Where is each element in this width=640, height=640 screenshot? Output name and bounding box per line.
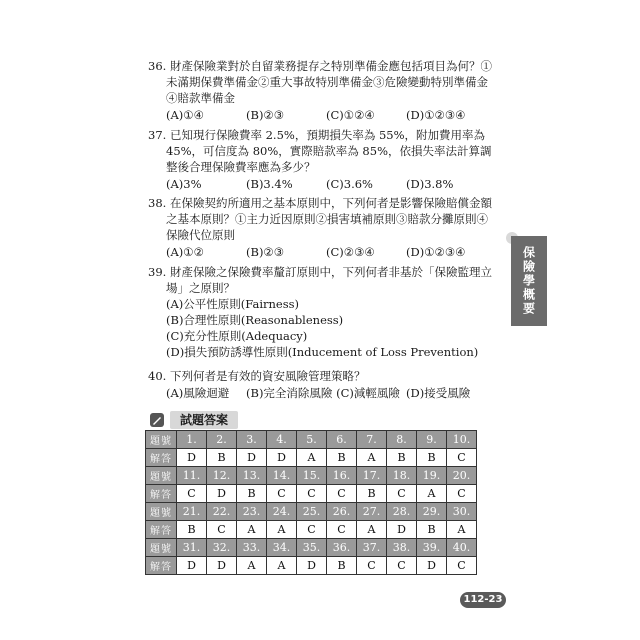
question-39 (148, 264, 498, 360)
option-b: (B)②③ (246, 245, 285, 259)
option-b: (B)合理性原則(Reasonableness) (166, 313, 344, 327)
number-row (146, 503, 477, 521)
question-stem: 40. 下列何者是有效的資安風險管理策略？ (148, 369, 366, 383)
answer-cell: D (177, 449, 207, 467)
number-cell: 36. (327, 539, 357, 557)
option-d: (D)①②③④ (406, 108, 466, 122)
answer-cell: C (207, 521, 237, 539)
answer-cell: B (417, 449, 447, 467)
option-d: (D)損失預防誘導性原則(Inducement of Loss Prevention) (166, 345, 479, 359)
number-cell: 4. (267, 431, 297, 449)
option-c: (C)②③④ (326, 245, 375, 259)
answer-cell: C (447, 557, 477, 575)
question-38 (148, 195, 498, 260)
question-stem: 38. 在保險契約所適用之基本原則中，下列何者是影響保險賠償金額之基本原則？①主力近因原則②損害填補原則③賠款分攤原則④保險代位原則 (148, 196, 492, 242)
number-cell: 37. (357, 539, 387, 557)
option-a: (A)①④ (166, 108, 204, 122)
number-cell: 11. (177, 467, 207, 485)
question-37 (148, 127, 498, 192)
number-cell: 25. (297, 503, 327, 521)
pencil-icon (148, 411, 166, 429)
num-label: 題號 (146, 431, 177, 449)
side-tab: 保險學概要 (511, 236, 547, 326)
options-row (148, 244, 498, 260)
question-stem: 37. 已知現行保險費率 2.5%，預期損失率為 55%，附加費用率為 45%，可信度為 80%，實際賠款率為 85%，依損失率法計算調整後合理保險費率應為多少？ (148, 128, 492, 174)
option-a: (A)3% (166, 177, 202, 191)
answer-cell: B (207, 449, 237, 467)
ans-label: 解答 (146, 449, 177, 467)
answer-cell: C (387, 485, 417, 503)
answer-cell: A (237, 521, 267, 539)
number-cell: 35. (297, 539, 327, 557)
question-stem: 39. 財產保險之保險費率釐訂原則中，下列何者非基於「保險監理立場」之原則？ (148, 265, 492, 295)
answer-cell: A (267, 557, 297, 575)
answer-cell: D (387, 521, 417, 539)
option-a: (A)風險迴避 (166, 386, 230, 400)
number-cell: 8. (387, 431, 417, 449)
number-cell: 26. (327, 503, 357, 521)
answer-cell: D (297, 557, 327, 575)
number-cell: 24. (267, 503, 297, 521)
number-cell: 22. (207, 503, 237, 521)
options-row (148, 176, 498, 192)
num-label: 題號 (146, 503, 177, 521)
question-40 (148, 368, 498, 401)
number-cell: 2. (207, 431, 237, 449)
answer-cell: D (207, 557, 237, 575)
ans-label: 解答 (146, 521, 177, 539)
answer-cell: A (357, 521, 387, 539)
number-cell: 10. (447, 431, 477, 449)
question-stem: 36. 財產保險業對於自留業務提存之特別準備金應包括項目為何？①未滿期保費準備金②重大事故特別準備金③危險變動特別準備金④賠款準備金 (148, 59, 492, 105)
number-row (146, 539, 477, 557)
answer-cell: D (267, 449, 297, 467)
number-cell: 21. (177, 503, 207, 521)
number-cell: 9. (417, 431, 447, 449)
number-cell: 33. (237, 539, 267, 557)
option-b: (B)②③ (246, 108, 285, 122)
answer-cell: B (417, 521, 447, 539)
question-36 (148, 58, 498, 123)
option-c: (C)3.6% (326, 177, 373, 191)
number-cell: 38. (387, 539, 417, 557)
number-cell: 17. (357, 467, 387, 485)
option-d: (D)①②③④ (406, 245, 466, 259)
answer-cell: B (177, 521, 207, 539)
answer-cell: C (357, 557, 387, 575)
number-cell: 12. (207, 467, 237, 485)
answer-cell: A (267, 521, 297, 539)
number-cell: 39. (417, 539, 447, 557)
answer-cell: A (447, 521, 477, 539)
number-cell: 30. (447, 503, 477, 521)
options-row (148, 385, 498, 401)
answer-cell: C (297, 521, 327, 539)
answer-cell: D (177, 557, 207, 575)
num-label: 題號 (146, 539, 177, 557)
answer-cell: B (327, 557, 357, 575)
answer-cell: B (237, 485, 267, 503)
number-cell: 14. (267, 467, 297, 485)
answer-cell: A (297, 449, 327, 467)
number-cell: 5. (297, 431, 327, 449)
options-row (148, 107, 498, 123)
option-b-c: (B)完全消除風險 (C)減輕風險 (246, 386, 400, 400)
answer-cell: C (177, 485, 207, 503)
answer-row (146, 449, 477, 467)
options-column (148, 296, 498, 360)
answer-cell: D (207, 485, 237, 503)
answer-row (146, 557, 477, 575)
number-cell: 18. (387, 467, 417, 485)
option-c: (C)①②④ (326, 108, 375, 122)
number-cell: 23. (237, 503, 267, 521)
number-cell: 13. (237, 467, 267, 485)
answer-cell: A (357, 449, 387, 467)
option-d: (D)接受風險 (406, 386, 471, 400)
answer-cell: B (357, 485, 387, 503)
option-b: (B)3.4% (246, 177, 293, 191)
page-number: 112-23 (460, 592, 506, 608)
option-d: (D)3.8% (406, 177, 454, 191)
answer-cell: B (387, 449, 417, 467)
number-cell: 40. (447, 539, 477, 557)
number-row (146, 467, 477, 485)
answer-cell: B (327, 449, 357, 467)
answer-cell: C (387, 557, 417, 575)
number-cell: 16. (327, 467, 357, 485)
option-a: (A)公平性原則(Fairness) (166, 297, 299, 311)
answer-cell: C (327, 485, 357, 503)
answer-cell: A (237, 557, 267, 575)
answer-row (146, 485, 477, 503)
answers-header (148, 411, 238, 429)
option-c: (C)充分性原則(Adequacy) (166, 329, 308, 343)
num-label: 題號 (146, 467, 177, 485)
number-cell: 28. (387, 503, 417, 521)
answer-cell: C (327, 521, 357, 539)
answer-cell: D (417, 557, 447, 575)
number-row (146, 431, 477, 449)
number-cell: 27. (357, 503, 387, 521)
answers-title: 試題答案 (170, 411, 238, 429)
number-cell: 32. (207, 539, 237, 557)
ans-label: 解答 (146, 485, 177, 503)
answer-cell: D (237, 449, 267, 467)
number-cell: 34. (267, 539, 297, 557)
number-cell: 6. (327, 431, 357, 449)
answer-cell: C (447, 485, 477, 503)
number-cell: 15. (297, 467, 327, 485)
answer-cell: C (297, 485, 327, 503)
number-cell: 31. (177, 539, 207, 557)
answer-row (146, 521, 477, 539)
number-cell: 20. (447, 467, 477, 485)
ans-label: 解答 (146, 557, 177, 575)
option-a: (A)①② (166, 245, 204, 259)
answer-cell: C (267, 485, 297, 503)
number-cell: 7. (357, 431, 387, 449)
number-cell: 29. (417, 503, 447, 521)
number-cell: 3. (237, 431, 267, 449)
number-cell: 19. (417, 467, 447, 485)
answer-cell: A (417, 485, 447, 503)
answer-table (145, 430, 477, 575)
answer-cell: C (447, 449, 477, 467)
number-cell: 1. (177, 431, 207, 449)
